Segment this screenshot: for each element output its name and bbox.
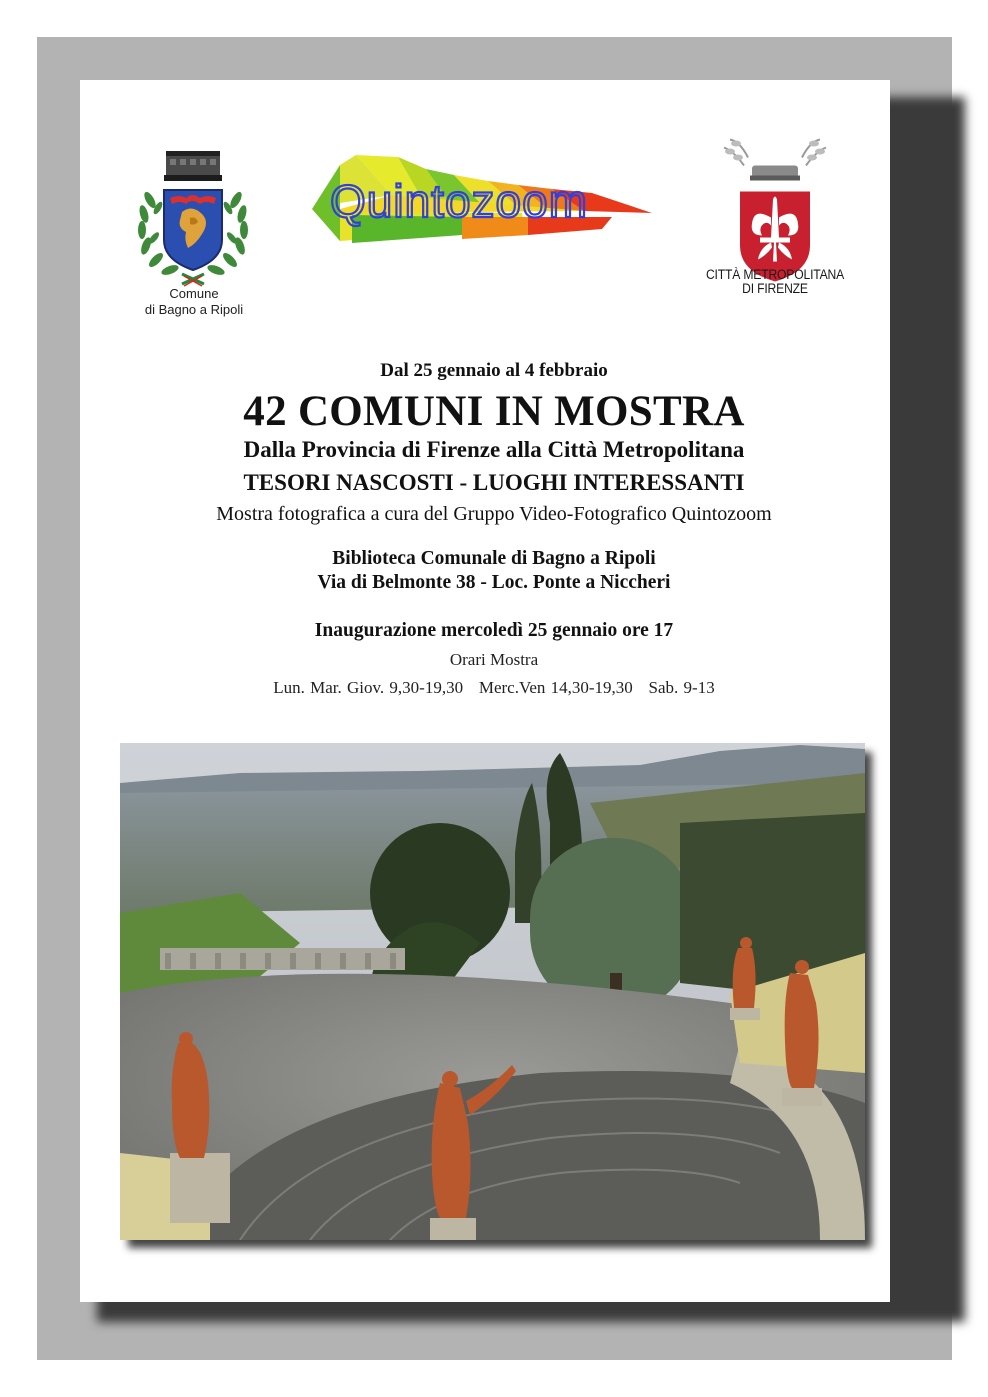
exhibition-description: Mostra fotografica a cura del Gruppo Video-Fotografico Quintozoom — [216, 503, 772, 525]
bagno-caption-line1: Comune — [169, 286, 219, 301]
poster-subtitle: Dalla Provincia di Firenze alla Città Metropolitana — [243, 437, 745, 462]
venue-address: Via di Belmonte 38 - Loc. Ponte a Niccheri — [317, 572, 671, 593]
citta-caption-line2: DI FIRENZE — [742, 281, 808, 296]
exhibition-dates: Dal 25 gennaio al 4 febbraio — [380, 360, 608, 381]
citta-caption — [699, 268, 852, 296]
poster-title: 42 COMUNI IN MOSTRA — [243, 388, 745, 435]
poster-tagline: TESORI NASCOSTI - LUOGHI INTERESSANTI — [243, 470, 745, 495]
villa-terrace-photo — [120, 743, 865, 1240]
opening-hours-label: Orari Mostra — [449, 650, 539, 669]
inauguration-info: Inaugurazione mercoledì 25 gennaio ore 17 — [314, 620, 674, 641]
citta-caption-line1: CITTÀ METROPOLITANA — [705, 267, 845, 282]
bagno-caption — [120, 286, 268, 318]
opening-hours: Lun. Mar. Giov. 9,30-19,30 Merc.Ven 14,30-19,30 Sab. 9-13 — [273, 678, 715, 697]
venue-name: Biblioteca Comunale di Bagno a Ripoli — [332, 548, 656, 569]
bagno-caption-line2: di Bagno a Ripoli — [144, 302, 244, 317]
quintozoom-logo — [312, 153, 656, 249]
quintozoom-wordmark: Quintozoom — [330, 175, 589, 227]
